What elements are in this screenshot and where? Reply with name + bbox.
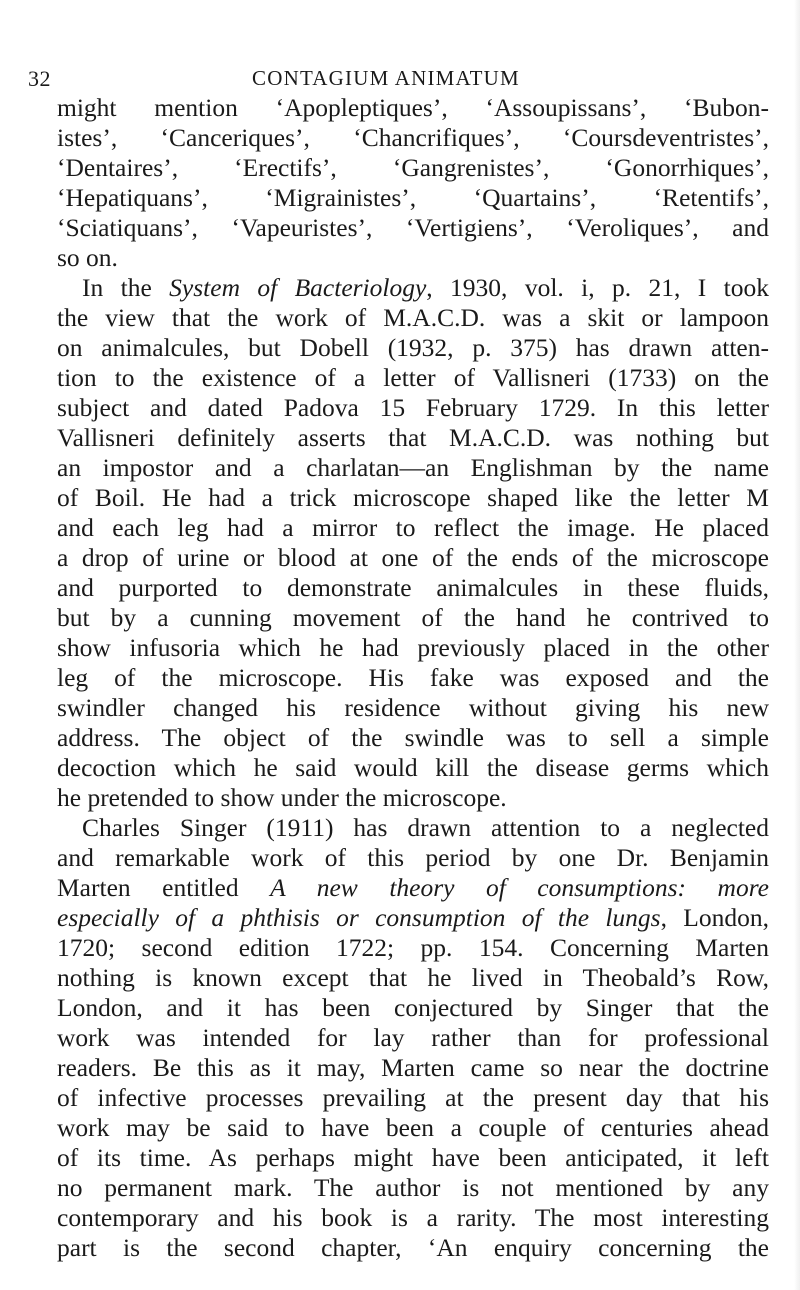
text-line: 1720; second edition 1722; pp. 154. Concerning Marten: [57, 933, 769, 962]
page-edge-shadow: [794, 0, 800, 1290]
text-line: on animalcules, but Dobell (1932, p. 375) has drawn atten-: [57, 333, 769, 362]
text-line: contemporary and his book is a rarity. The most interesting: [57, 1203, 769, 1232]
text-line: of infective processes prevailing at the present day that his: [57, 1083, 769, 1112]
text-line: might mention ‘Apopleptiques’, ‘Assoupissans’, ‘Bubon-: [57, 93, 769, 122]
text-line: he pretended to show under the microscope.: [57, 783, 507, 812]
text-line: and purported to demonstrate animalcules in these fluids,: [57, 573, 769, 602]
text-line: decoction which he said would kill the disease germs which: [57, 753, 769, 782]
text-segment: , 1930, vol. i, p. 21, I took: [426, 273, 769, 302]
text-line: subject and dated Padova 15 February 1729. In this letter: [57, 393, 769, 422]
text-line: of its time. As perhaps might have been anticipated, it left: [57, 1143, 769, 1172]
text-line: the view that the work of M.A.C.D. was a skit or lampoon: [57, 303, 769, 332]
text-line: and each leg had a mirror to reflect the image. He placed: [57, 513, 769, 542]
text-line: [57, 903, 769, 933]
text-line: leg of the microscope. His fake was exposed and the: [57, 663, 769, 692]
text-segment: In the: [82, 273, 170, 302]
text-segment: , London,: [660, 903, 769, 932]
italic-title-text: A new theory of consumptions: more: [270, 873, 769, 902]
text-line: nothing is known except that he lived in Theobald’s Row,: [57, 963, 769, 992]
text-line: work was intended for lay rather than for professional: [57, 1023, 769, 1052]
text-line: but by a cunning movement of the hand he contrived to: [57, 603, 769, 632]
italic-title-text: especially of a phthisis or consumption of the lungs: [57, 903, 661, 932]
text-line: and remarkable work of this period by one Dr. Benjamin: [57, 843, 769, 872]
text-line: so on.: [57, 243, 118, 272]
text-line: of Boil. He had a trick microscope shaped like the letter M: [57, 483, 769, 512]
body-text: [57, 93, 769, 1263]
text-line: swindler changed his residence without giving his new: [57, 693, 769, 722]
text-line: show infusoria which he had previously placed in the other: [57, 633, 769, 662]
text-line: work may be said to have been a couple of centuries ahead: [57, 1113, 769, 1142]
text-line: readers. Be this as it may, Marten came so near the doctrine: [57, 1053, 769, 1082]
italic-title-text: System of Bacteriology: [169, 273, 427, 302]
text-line: ‘Sciatiquans’, ‘Vapeuristes’, ‘Vertigiens’, ‘Veroliques’, and: [57, 213, 769, 242]
text-line: address. The object of the swindle was to sell a simple: [57, 723, 769, 752]
text-line: ‘Dentaires’, ‘Erectifs’, ‘Gangrenistes’, ‘Gonorrhiques’,: [57, 153, 769, 182]
text-line: a drop of urine or blood at one of the ends of the microscope: [57, 543, 769, 572]
text-line: [57, 873, 769, 903]
page-number: 32: [28, 66, 51, 91]
text-line: ‘Hepatiquans’, ‘Migrainistes’, ‘Quartains’, ‘Retentifs’,: [57, 183, 769, 212]
text-line: [57, 273, 769, 303]
text-line: no permanent mark. The author is not mentioned by any: [57, 1173, 769, 1202]
text-line: an impostor and a charlatan—an Englishman by the name: [57, 453, 769, 482]
text-line: istes’, ‘Canceriques’, ‘Chancrifiques’, ‘Coursdeventristes’,: [57, 123, 769, 152]
text-segment: Marten entitled: [57, 873, 271, 902]
text-line: Vallisneri definitely asserts that M.A.C.D. was nothing but: [57, 423, 769, 452]
text-line: Charles Singer (1911) has drawn attention to a neglected: [82, 813, 769, 842]
text-line: part is the second chapter, ‘An enquiry concerning the: [57, 1233, 769, 1262]
text-line: tion to the existence of a letter of Vallisneri (1733) on the: [57, 363, 769, 392]
running-head: CONTAGIUM ANIMATUM: [252, 66, 520, 90]
text-line: London, and it has been conjectured by Singer that the: [57, 993, 769, 1022]
